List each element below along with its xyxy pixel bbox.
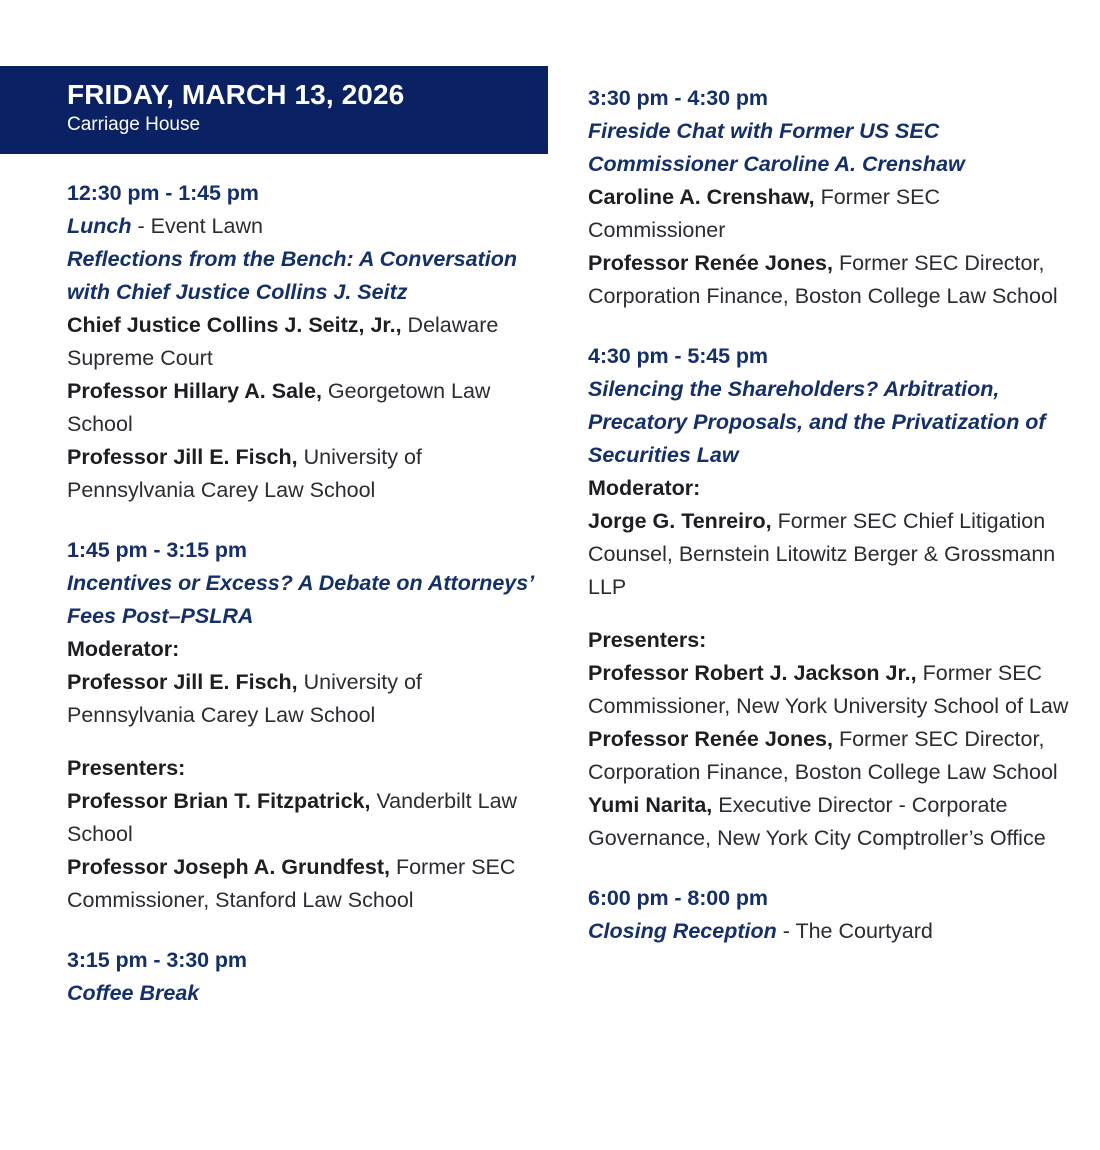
session-title: Coffee Break (67, 981, 200, 1005)
session-subtitle (67, 210, 547, 243)
speaker-name: Professor Jill E. Fisch, (67, 445, 298, 469)
speaker-affiliation: Former SEC Director, Corporation Finance, Boston College Law School (588, 727, 1058, 784)
speaker-name: Professor Robert J. Jackson Jr., (588, 661, 917, 685)
header-date: FRIDAY, MARCH 13, 2026 (67, 79, 405, 110)
session-title: Silencing the Shareholders? Arbitration, Precatory Proposals, and the Privatization of Securities Law (588, 377, 1046, 467)
speaker-entry (67, 309, 547, 375)
speaker-affiliation: Former SEC Commissioner (588, 185, 941, 242)
session-subtitle (588, 915, 1074, 948)
speaker-name: Jorge G. Tenreiro, (588, 509, 772, 533)
header-venue: Carriage House (67, 114, 201, 135)
agenda-column-left (67, 0, 547, 1010)
speaker-affiliation: Former SEC Director, Corporation Finance, Boston College Law School (588, 251, 1058, 308)
moderator-label: Moderator: (588, 476, 701, 500)
speaker-entry (67, 851, 547, 917)
speaker-affiliation: Former SEC Chief Litigation Counsel, Bernstein Litowitz Berger & Grossmann LLP (588, 509, 1056, 599)
speaker-entry (588, 723, 1074, 789)
session-subtitle-emphasis: Lunch (67, 214, 132, 238)
session-title: Incentives or Excess? A Debate on Attorneys’ Fees Post–PSLRA (67, 571, 534, 628)
speaker-entry (588, 789, 1074, 855)
speaker-entry (67, 441, 547, 507)
speaker-name: Chief Justice Collins J. Seitz, Jr., (67, 313, 402, 337)
session-block (67, 177, 547, 507)
speaker-name: Caroline A. Crenshaw, (588, 185, 815, 209)
session-time: 4:30 pm - 5:45 pm (588, 344, 768, 368)
session-block (67, 944, 547, 1010)
speaker-affiliation: Former SEC Commissioner, New York University School of Law (588, 661, 1069, 718)
speaker-affiliation: Executive Director - Corporate Governance, New York City Comptroller’s Office (588, 793, 1046, 850)
speaker-affiliation: Georgetown Law School (67, 379, 491, 436)
spacer (67, 732, 547, 752)
speaker-entry (588, 505, 1074, 604)
speaker-affiliation: Vanderbilt Law School (67, 789, 518, 846)
session-subtitle-location: - Event Lawn (131, 214, 263, 238)
speaker-entry (67, 785, 547, 851)
session-subtitle-location: - The Courtyard (776, 919, 933, 943)
session-title: Fireside Chat with Former US SEC Commissioner Caroline A. Crenshaw (588, 119, 965, 176)
session-time: 1:45 pm - 3:15 pm (67, 538, 247, 562)
session-time: 12:30 pm - 1:45 pm (67, 181, 259, 205)
session-subtitle-emphasis: Closing Reception (588, 919, 777, 943)
session-block (588, 340, 1074, 855)
speaker-name: Professor Brian T. Fitzpatrick, (67, 789, 371, 813)
moderator-label: Moderator: (67, 637, 180, 661)
speaker-affiliation: University of Pennsylvania Carey Law School (67, 445, 422, 502)
spacer (588, 604, 1074, 624)
speaker-name: Yumi Narita, (588, 793, 713, 817)
speaker-entry (67, 375, 547, 441)
speaker-entry (588, 181, 1074, 247)
speaker-entry (67, 666, 547, 732)
speaker-name: Professor Jill E. Fisch, (67, 670, 298, 694)
presenters-label: Presenters: (67, 756, 186, 780)
session-title: Reflections from the Bench: A Conversation with Chief Justice Collins J. Seitz (67, 247, 517, 304)
session-time: 3:30 pm - 4:30 pm (588, 86, 768, 110)
session-time: 6:00 pm - 8:00 pm (588, 886, 768, 910)
speaker-name: Professor Renée Jones, (588, 251, 833, 275)
speaker-entry (588, 657, 1074, 723)
session-block (588, 82, 1074, 313)
speaker-name: Professor Joseph A. Grundfest, (67, 855, 390, 879)
speaker-name: Professor Hillary A. Sale, (67, 379, 322, 403)
presenters-label: Presenters: (588, 628, 707, 652)
speaker-name: Professor Renée Jones, (588, 727, 833, 751)
speaker-affiliation: Former SEC Commissioner, Stanford Law School (67, 855, 516, 912)
speaker-entry (588, 247, 1074, 313)
session-block (67, 534, 547, 917)
session-time: 3:15 pm - 3:30 pm (67, 948, 247, 972)
agenda-column-right (588, 0, 1074, 948)
speaker-affiliation: University of Pennsylvania Carey Law School (67, 670, 422, 727)
speaker-affiliation: Delaware Supreme Court (67, 313, 499, 370)
session-block (588, 882, 1074, 948)
